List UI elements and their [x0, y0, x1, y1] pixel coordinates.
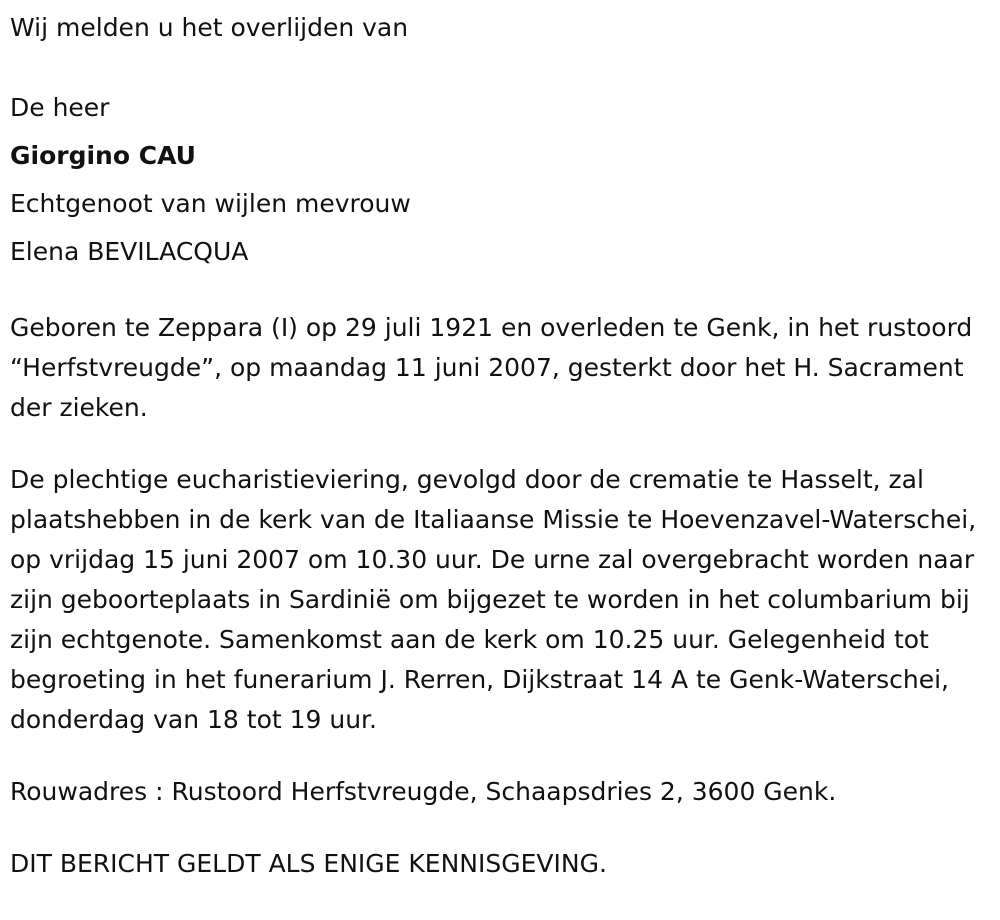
death-notice: [10, 4, 985, 884]
mourning-address: Rouwadres : Rustoord Herfstvreugde, Schaapsdries 2, 3600 Genk.: [10, 777, 837, 806]
spacer: [10, 276, 985, 308]
spouse-name: Elena BEVILACQUA: [10, 237, 249, 266]
spacer: [10, 52, 985, 84]
deceased-name: Giorgino CAU: [10, 141, 196, 170]
spacer: [10, 740, 985, 772]
spacer: [10, 428, 985, 460]
intro-text: Wij melden u het overlijden van: [10, 13, 409, 42]
birth-death-paragraph: Geboren te Zeppara (I) op 29 juli 1921 en overleden te Genk, in het rustoord “Herfstvreugde”, op maandag 11 juni 2007, gesterkt door het H. Sacrament der zieken.: [10, 313, 973, 422]
closing-statement: DIT BERICHT GELDT ALS ENIGE KENNISGEVING.: [10, 849, 607, 878]
salutation: De heer: [10, 93, 110, 122]
spacer: [10, 812, 985, 844]
ceremony-paragraph: De plechtige eucharistieviering, gevolgd door de crematie te Hasselt, zal plaatshebben in de kerk van de Italiaanse Missie te Hoevenzavel-Waterschei, op vrijdag 15 juni 2007 om 10.30 uur. De urne zal overgebracht worden naar zijn geboorteplaats in Sardinië om bijgezet te worden in het columbarium bij zijn echtgenote. Samenkomst aan de kerk om 10.25 uur. Gelegenheid tot begroeting in het funerarium J. Rerren, Dijkstraat 14 A te Genk-Waterschei, donderdag van 18 tot 19 uur.: [10, 465, 977, 734]
spouse-intro: Echtgenoot van wijlen mevrouw: [10, 189, 411, 218]
